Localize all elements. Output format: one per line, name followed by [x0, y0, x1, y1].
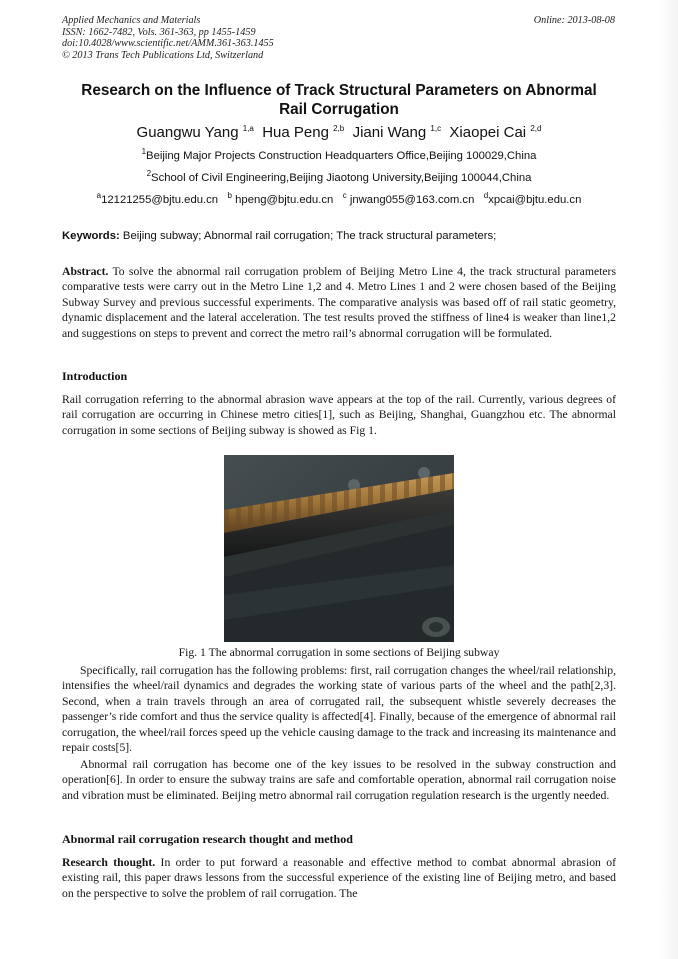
- email-list: [62, 191, 616, 206]
- author-affiliation-mark: 1,c: [430, 124, 442, 133]
- journal-header: [62, 15, 274, 61]
- page-edge-shadow: [658, 0, 678, 959]
- keywords: [62, 230, 616, 242]
- method-label: Research thought.: [62, 856, 156, 869]
- email-link[interactable]: hpeng@bjtu.edu.cn: [235, 194, 334, 206]
- abstract: [62, 264, 616, 341]
- introduction-heading: Introduction: [62, 369, 128, 383]
- author-name: Xiaopei Cai: [449, 124, 527, 141]
- journal-copyright: © 2013 Trans Tech Publications Ltd, Switzerland: [62, 49, 264, 61]
- affiliation-2: [62, 169, 616, 184]
- abstract-label: Abstract.: [62, 265, 109, 278]
- abstract-text: To solve the abnormal rail corrugation problem of Beijing Metro Line 4, the track structural parameters comparative tests were carry out in the Metro Line 1,2 and 4. Metro Lines 1 and 2 were chosen based of the Beijing Subway Survey and previous successful experiments. The comparative analysis was based off of rail static geometry, dynamic displacement and the lateral acceleration. The test results proved the stiffness of line4 is weaker than line1,2 and suggestions on steps to prevent and correct the metro rail’s abnormal corrugation will be formulated.: [62, 265, 617, 340]
- affiliation-mark: 1: [141, 147, 147, 157]
- method-paragraph: [62, 855, 616, 901]
- paper-title: [62, 81, 616, 119]
- intro-paragraph-3: Abnormal rail corrugation has become one of the key issues to be resolved in the subway construction and operation[6]. In order to ensure the subway trains are safe and comfortable operation, abnormal rail corrugation noise and vibration must be eliminated. Beijing metro abnormal rail corrugation regulation research is the urgently needed.: [62, 758, 616, 802]
- method-heading: Abnormal rail corrugation research thought and method: [62, 832, 353, 846]
- author-name: Jiani Wang: [352, 124, 427, 141]
- author-affiliation-mark: 2,b: [333, 124, 345, 133]
- paper-title-line2: Rail Corrugation: [279, 101, 399, 118]
- email-link[interactable]: jnwang055@163.com.cn: [349, 194, 475, 206]
- journal-issn: ISSN: 1662-7482, Vols. 361-363, pp 1455-1459: [62, 26, 256, 38]
- journal-name: Applied Mechanics and Materials: [62, 15, 201, 26]
- online-date: Online: 2013-08-08: [533, 15, 615, 26]
- paper-title-line1: Research on the Influence of Track Structural Parameters on Abnormal: [81, 82, 597, 99]
- author-list: [62, 124, 616, 141]
- email-link[interactable]: xpcai@bjtu.edu.cn: [488, 194, 582, 206]
- email-mark: a: [96, 191, 102, 201]
- email-mark: c: [342, 191, 347, 201]
- journal-doi: doi:10.4028/www.scientific.net/AMM.361-363.1455: [62, 38, 274, 50]
- rail-photo-illustration: [224, 455, 454, 642]
- keywords-label: Keywords:: [62, 230, 120, 242]
- intro-paragraph-2: Specifically, rail corrugation has the following problems: first, rail corrugation changes the wheel/rail relationship, intensifies the wheel/rail dynamics and degrades the working state of various parts of the wheel and the path[2,3]. Second, when a train travels through an area of corrugated rail, the subsequent whistle severely decreases the passenger’s ride comfort and thus the service quality is affected[4]. Finally, because of the emergence of abnormal rail corrugation, the wheel/rail forces speed up the vehicle causing damage to the track and increasing its maintenance and repair costs[5].: [62, 664, 616, 755]
- keywords-text: Beijing subway; Abnormal rail corrugation; The track structural parameters;: [122, 230, 497, 242]
- affiliation-text: Beijing Major Projects Construction Headquarters Office,Beijing 100029,China: [146, 150, 537, 162]
- author-name: Hua Peng: [262, 124, 329, 141]
- figure-caption: Fig. 1 The abnormal corrugation in some sections of Beijing subway: [178, 646, 500, 659]
- email-link[interactable]: 12121255@bjtu.edu.cn: [101, 194, 219, 206]
- affiliation-1: [62, 147, 616, 162]
- affiliation-mark: 2: [146, 169, 152, 179]
- intro-paragraph-1: Rail corrugation referring to the abnormal abrasion wave appears at the top of the rail. Currently, various degrees of rail corrugation are occurring in Chinese metro cities[1], such as Beijing, Shanghai, Guangzhou etc. The abnormal corrugation in some sections of Beijing subway is showed as Fig 1.: [62, 393, 616, 437]
- email-mark: b: [227, 191, 232, 201]
- author-name: Guangwu Yang: [136, 124, 239, 141]
- affiliation-text: School of Civil Engineering,Beijing Jiaotong University,Beijing 100044,China: [151, 172, 532, 184]
- author-affiliation-mark: 1,a: [242, 124, 254, 133]
- email-mark: d: [483, 191, 489, 201]
- method-text: In order to put forward a reasonable and effective method to combat abnormal abrasion of existing rail, this paper draws lessons from the successful experience of the existing line of Beijing metro, and based on the perspective to solve the problem of rail corrugation. The: [62, 856, 617, 900]
- author-affiliation-mark: 2,d: [530, 124, 542, 133]
- rail-corrugation-photo: [224, 455, 454, 642]
